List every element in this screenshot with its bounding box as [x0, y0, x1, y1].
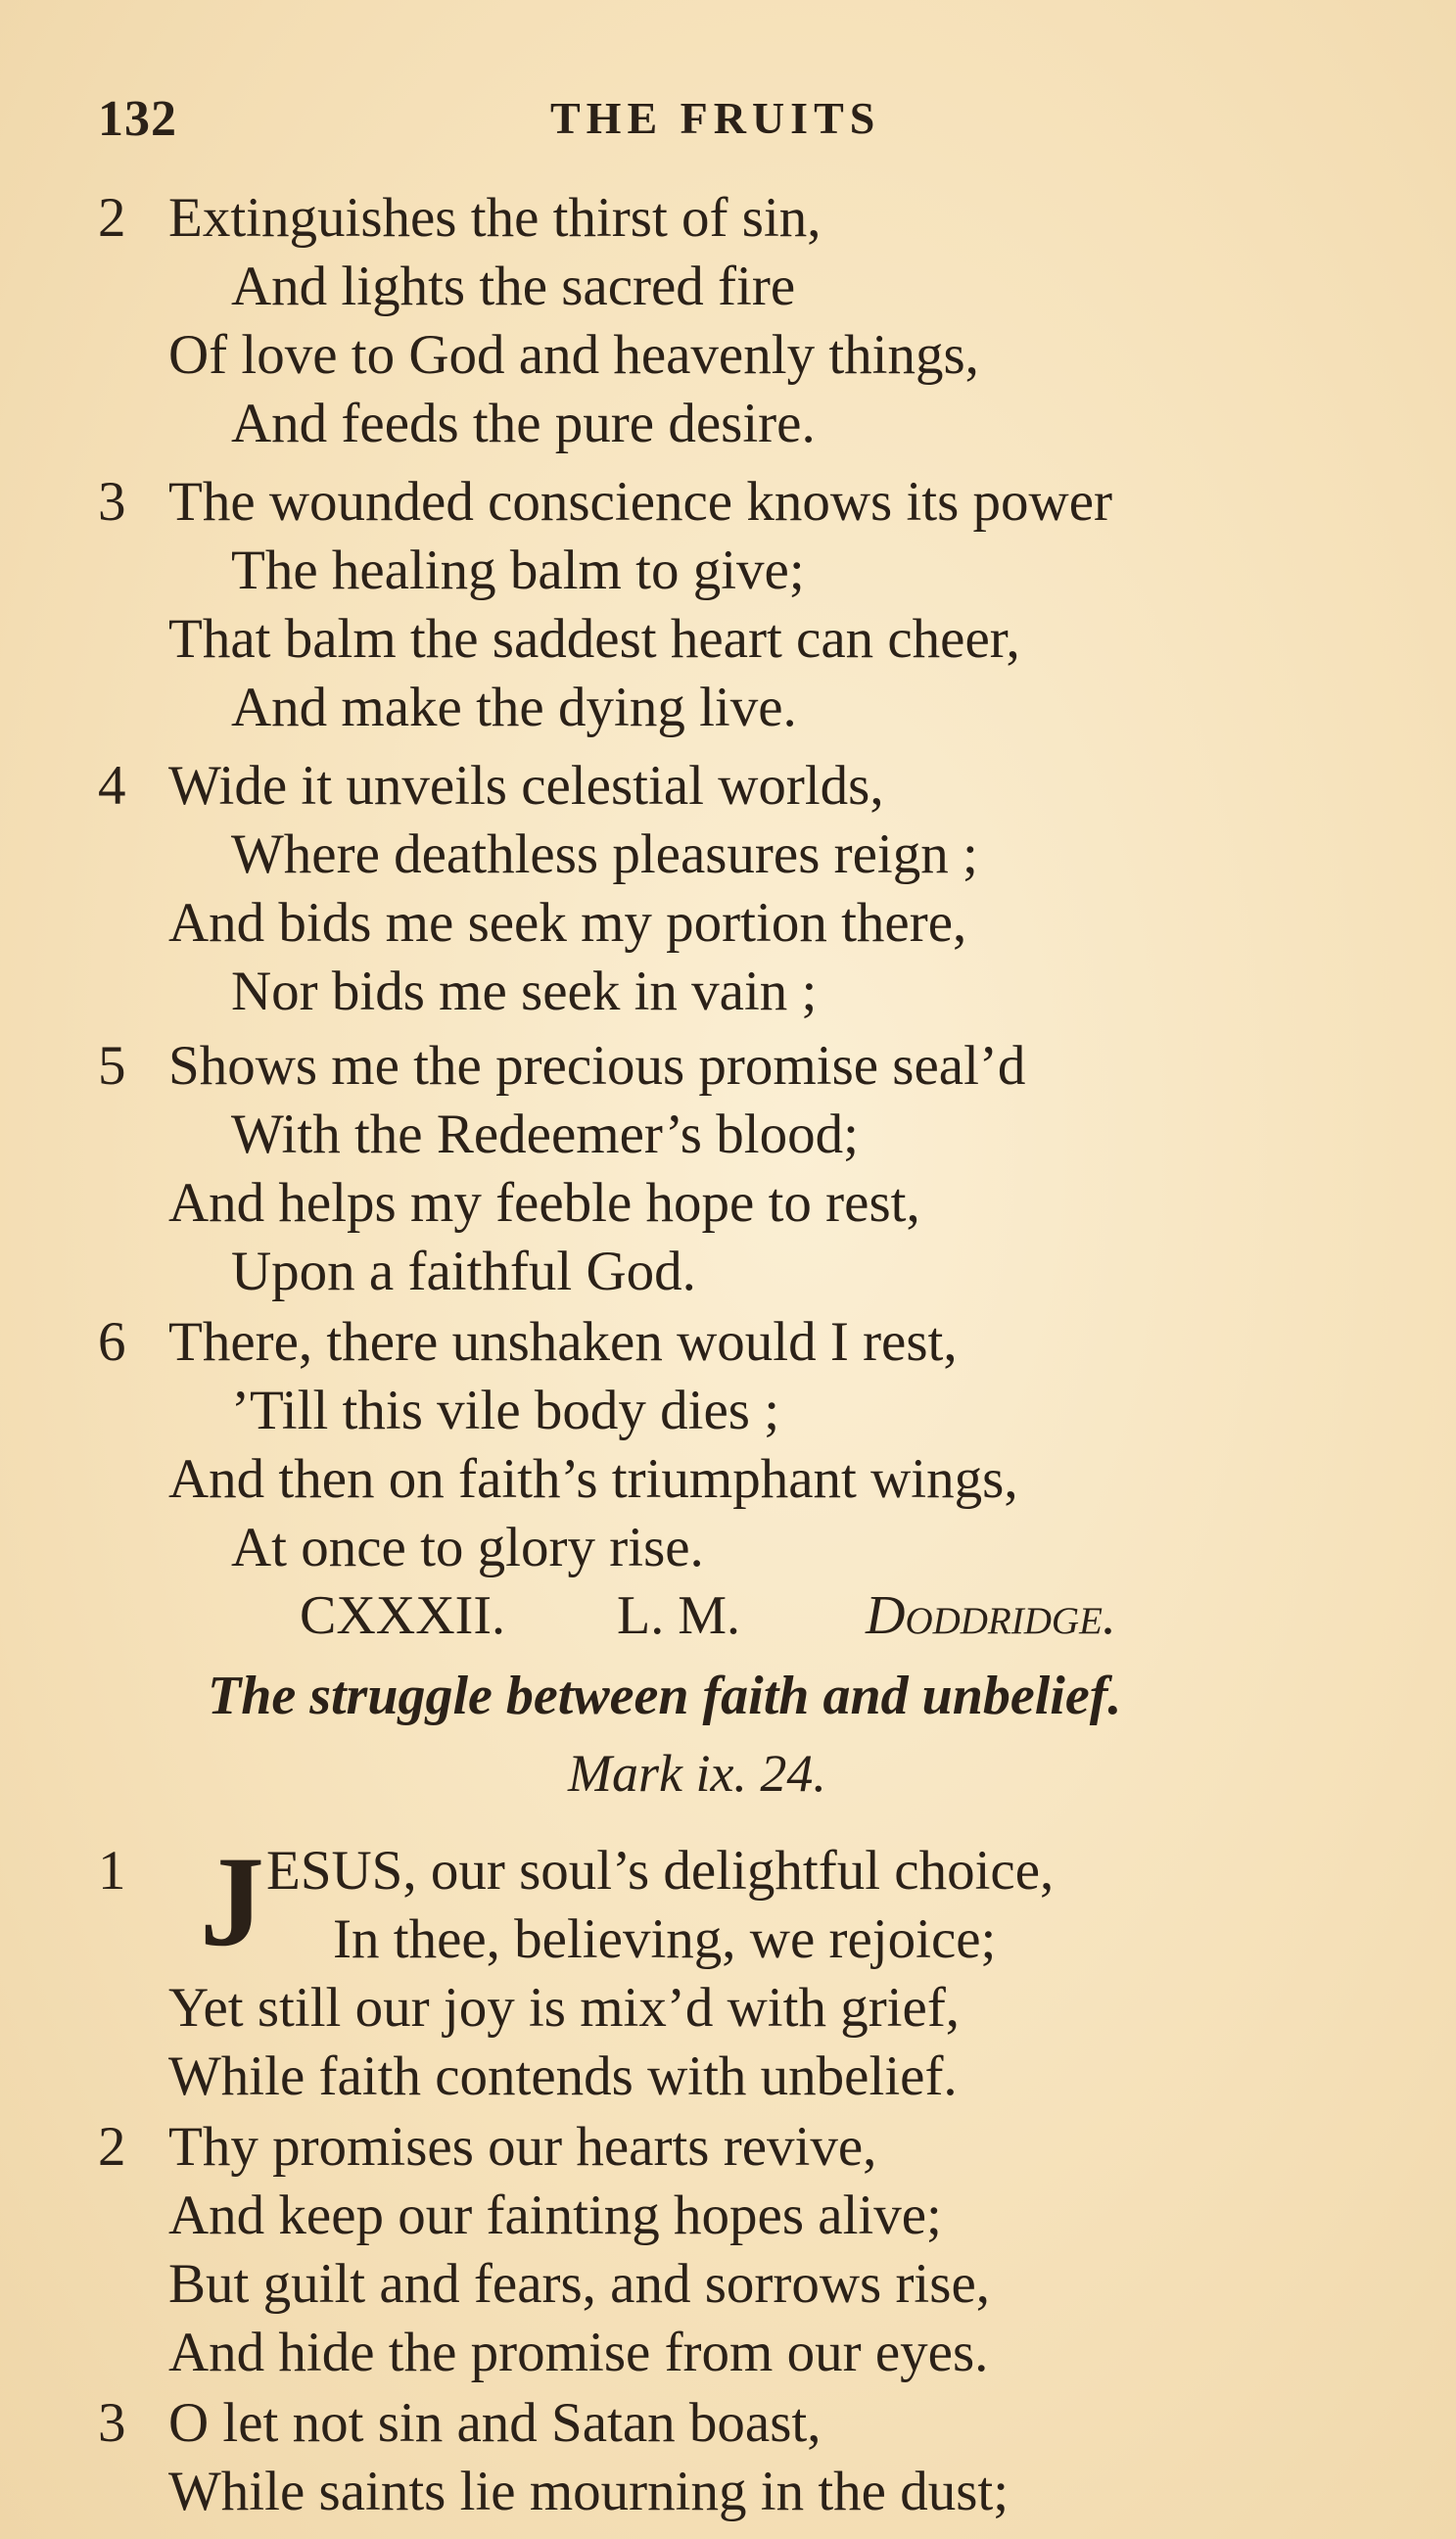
- line-text: And hide the promise from our eyes.: [168, 2322, 989, 2383]
- stanza-3: [98, 468, 1390, 742]
- verse-line: [98, 2458, 1390, 2526]
- line-text: The healing balm to give;: [231, 540, 805, 601]
- stanza-number: 1: [98, 1840, 126, 1902]
- stanza-4: [98, 752, 1390, 1026]
- stanza-number: 2: [98, 2116, 126, 2178]
- hymn-stanza-1: [98, 1829, 1390, 2111]
- stanza-2: [98, 184, 1390, 458]
- verse-line: [98, 1308, 1390, 1377]
- hymn-meter: L. M.: [617, 1585, 740, 1646]
- verse-line: [98, 321, 1390, 390]
- scripture-reference: Mark ix. 24.: [568, 1744, 826, 1803]
- verse-line: [98, 2043, 1390, 2111]
- verse-line: [98, 1101, 1390, 1169]
- drop-cap: J: [200, 1829, 264, 1973]
- verse-line: [98, 468, 1390, 537]
- verse-line: [98, 958, 1390, 1026]
- verse-line: [98, 1837, 1390, 1905]
- hymn-stanza-2: [98, 2113, 1390, 2387]
- hymn-number: CXXXII.: [300, 1585, 505, 1646]
- stanza-number: 4: [98, 755, 126, 817]
- hymn-heading: [0, 1584, 1456, 1653]
- line-text: Wide it unveils celestial worlds,: [168, 755, 884, 817]
- line-text: And keep our fainting hopes alive;: [168, 2185, 942, 2246]
- stanza-number: 3: [98, 471, 126, 533]
- line-text: O let not sin and Satan boast,: [168, 2392, 822, 2454]
- verse-line: [98, 821, 1390, 889]
- verse-line: [98, 674, 1390, 742]
- line-text: At once to glory rise.: [231, 1517, 704, 1578]
- stanza-number: 6: [98, 1311, 126, 1373]
- line-text: Nor bids me seek in vain ;: [231, 961, 818, 1022]
- line-text: Thy promises our hearts revive,: [168, 2116, 877, 2178]
- line-text: And make the dying live.: [231, 677, 797, 738]
- line-text: Of love to God and heavenly things,: [168, 324, 979, 386]
- line-text: And then on faith’s triumphant wings,: [168, 1448, 1018, 1510]
- line-text: Upon a faithful God.: [231, 1241, 696, 1302]
- line-text: The wounded conscience knows its power: [168, 471, 1112, 533]
- verse-line: [98, 752, 1390, 821]
- verse-line: [98, 1377, 1390, 1445]
- page-number: 132: [98, 91, 177, 147]
- verse-line: [98, 253, 1390, 321]
- line-text: Where deathless pleasures reign ;: [231, 823, 978, 885]
- line-text: ’Till this vile body dies ;: [231, 1380, 780, 1441]
- line-text: While saints lie mourning in the dust;: [168, 2461, 1010, 2522]
- verse-line: [98, 889, 1390, 958]
- line-text: And bids me seek my portion there,: [168, 892, 967, 954]
- verse-line: [98, 184, 1390, 253]
- line-text: Shows me the precious promise seal’d: [168, 1035, 1026, 1097]
- verse-line: [98, 2319, 1390, 2387]
- verse-line: [98, 1169, 1390, 1238]
- verse-line: [98, 537, 1390, 605]
- stanza-number: 5: [98, 1035, 126, 1097]
- line-text: While faith contends with unbelief.: [168, 2045, 958, 2107]
- verse-line: [98, 1905, 1390, 1974]
- line-text: But guilt and fears, and sorrows rise,: [168, 2253, 990, 2315]
- line-text: And feeds the pure desire.: [231, 393, 816, 454]
- hymn-subtitle: The struggle between faith and unbelief.: [208, 1666, 1122, 1726]
- line-text: There, there unshaken would I rest,: [168, 1311, 958, 1373]
- running-head: THE FRUITS: [550, 93, 881, 143]
- verse-line: [98, 2113, 1390, 2182]
- stanza-number: 3: [98, 2392, 126, 2454]
- line-text: Extinguishes the thirst of sin,: [168, 187, 822, 249]
- line-text: Yet still our joy is mix’d with grief,: [168, 1977, 961, 2039]
- verse-line: [98, 2389, 1390, 2458]
- line-text: In thee, believing, we rejoice;: [333, 1908, 997, 1970]
- hymn-author: Doddridge.: [866, 1585, 1116, 1646]
- hymn-stanza-3: [98, 2389, 1390, 2526]
- page-header: [98, 90, 1322, 159]
- verse-line: [98, 1974, 1390, 2043]
- line-text: With the Redeemer’s blood;: [231, 1104, 859, 1165]
- verse-line: [98, 2250, 1390, 2319]
- verse-line: [98, 2182, 1390, 2250]
- line-text: And helps my feeble hope to rest,: [168, 1172, 920, 1234]
- line-text: ESUS, our soul’s delightful choice,: [266, 1840, 1055, 1902]
- line-text: That balm the saddest heart can cheer,: [168, 608, 1020, 670]
- verse-line: [98, 1238, 1390, 1306]
- verse-line: [98, 1445, 1390, 1514]
- verse-line: [98, 605, 1390, 674]
- verse-line: [98, 390, 1390, 458]
- stanza-5: [98, 1032, 1390, 1306]
- line-text: And lights the sacred fire: [231, 256, 796, 317]
- verse-line: [98, 1514, 1390, 1582]
- stanza-number: 2: [98, 187, 126, 249]
- verse-line: [98, 1032, 1390, 1101]
- stanza-6: [98, 1308, 1390, 1582]
